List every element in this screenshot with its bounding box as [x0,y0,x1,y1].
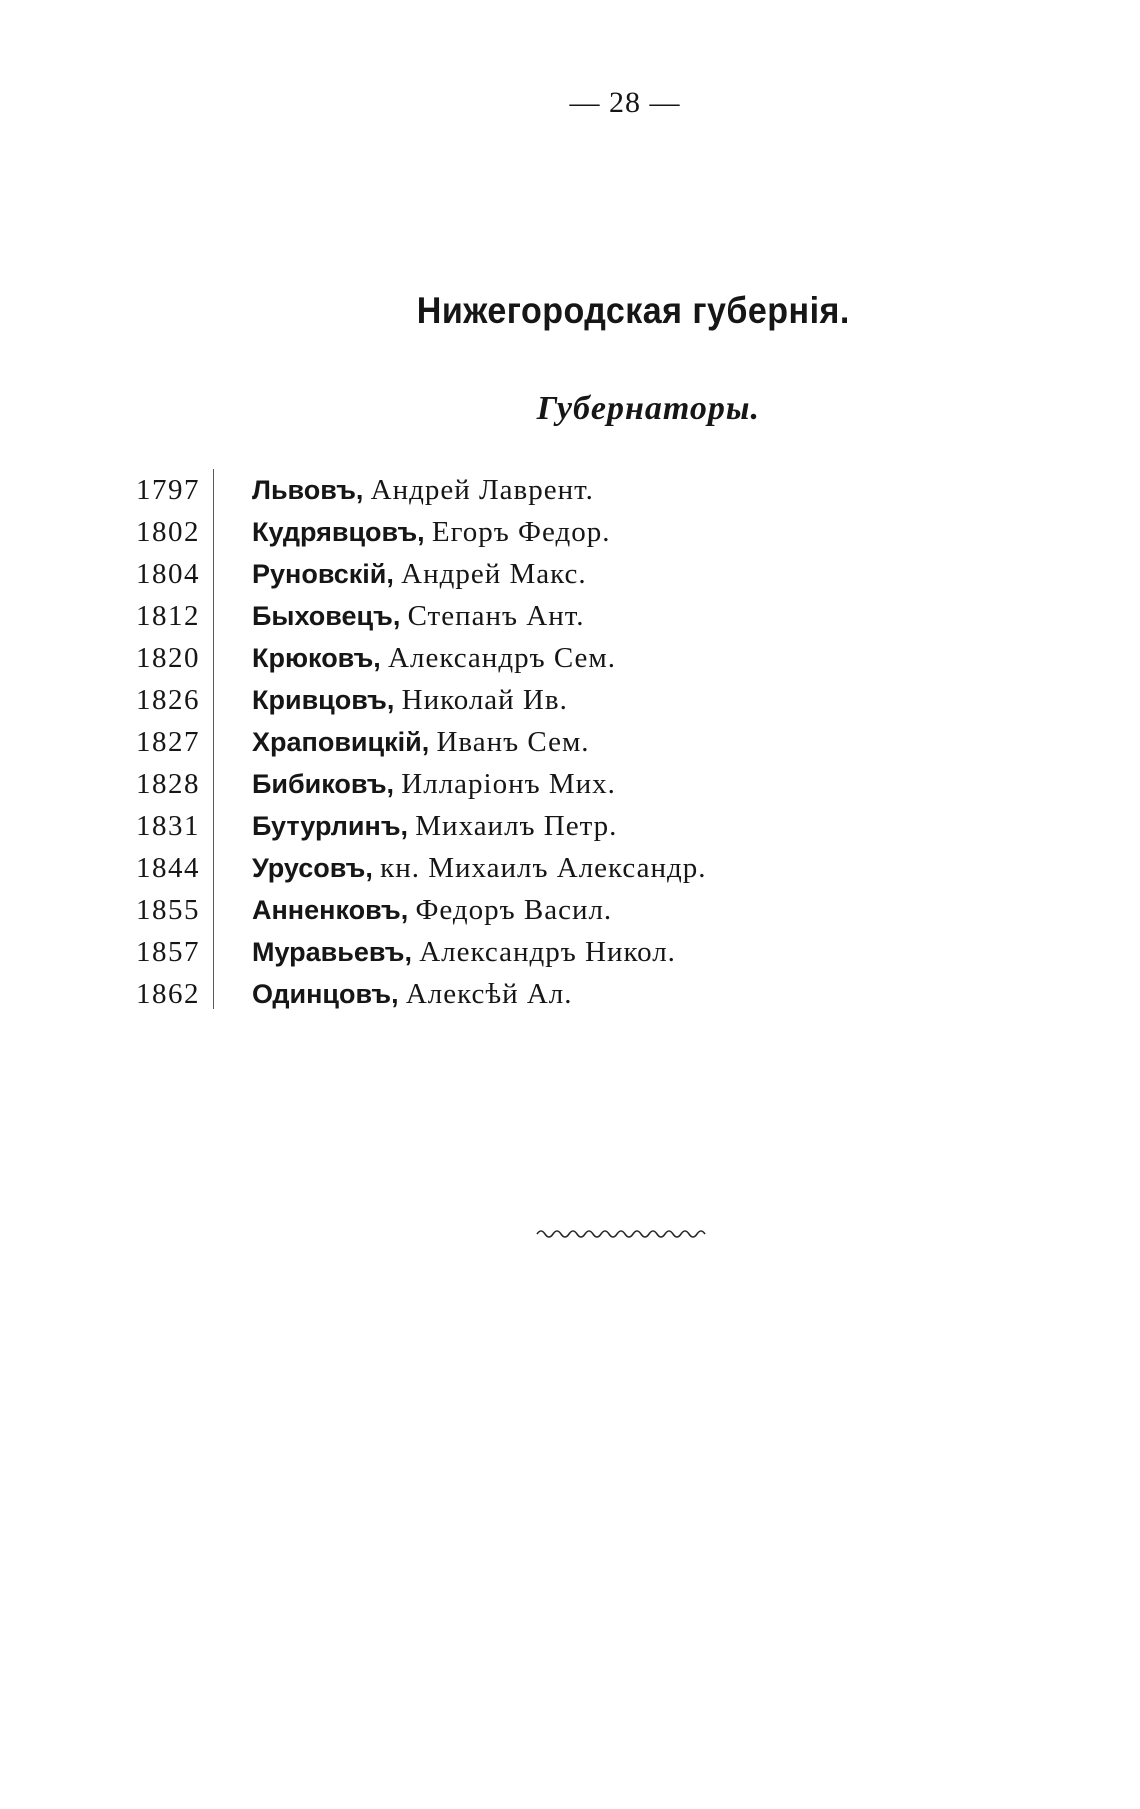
governor-given-name: Степанъ Ант. [407,600,585,632]
governor-year: 1862 [136,978,200,1010]
governor-given-name: Иванъ Сем. [436,726,590,758]
governor-year: 1826 [136,684,200,716]
governor-name [252,763,616,805]
governor-given-name: кн. Михаилъ Александр. [380,852,707,884]
governor-surname: Муравьевъ, [252,937,412,967]
governors-list [120,469,820,1015]
governor-row [120,595,820,637]
governor-surname: Кудрявцовъ, [252,517,425,547]
governor-year: 1797 [136,474,200,506]
governor-name [252,511,610,553]
governor-year: 1844 [136,852,200,884]
governor-given-name: Андрей Лаврент. [370,474,594,506]
governor-surname: Крюковъ, [252,643,381,673]
governor-surname: Храповицкій, [252,727,430,757]
governor-year: 1827 [136,726,200,758]
governor-name [252,679,568,721]
governor-surname: Одинцовъ, [252,979,399,1009]
governor-surname: Бутурлинъ, [252,811,409,841]
governor-row [120,973,820,1015]
governor-row [120,763,820,805]
governor-name [252,847,707,889]
governor-row [120,637,820,679]
governor-name [252,889,612,931]
governor-surname: Бибиковъ, [252,769,395,799]
governor-given-name: Егоръ Федор. [431,516,611,548]
governor-row [120,553,820,595]
governor-year: 1812 [136,600,200,632]
governor-given-name: Михаилъ Петр. [415,810,618,842]
governor-row [120,805,820,847]
governor-given-name: Алексѣй Ал. [405,978,573,1010]
governor-surname: Руновскій, [252,559,394,589]
section-subtitle: Губернаторы. [536,390,760,427]
governor-given-name: Андрей Макс. [401,558,587,590]
governor-surname: Быховецъ, [252,601,401,631]
governor-row [120,721,820,763]
governor-name [252,721,590,763]
governor-given-name: Александръ Сем. [388,642,616,674]
governor-year: 1820 [136,642,200,674]
governor-year: 1804 [136,558,200,590]
governor-year: 1855 [136,894,200,926]
section-title: Нижегородская губернія. [416,290,850,331]
governor-row [120,889,820,931]
governor-year: 1828 [136,768,200,800]
governor-year: 1857 [136,936,200,968]
governor-name [252,553,587,595]
governor-year: 1802 [136,516,200,548]
governor-given-name: Николай Ив. [401,684,568,716]
governor-given-name: Александръ Никол. [419,936,676,968]
governor-surname: Львовъ, [252,475,364,505]
governor-row [120,931,820,973]
governor-row [120,469,820,511]
governor-row [120,511,820,553]
governor-year: 1831 [136,810,200,842]
governor-name [252,931,676,973]
governor-surname: Урусовъ, [252,853,373,883]
governor-name [252,637,616,679]
page-number: — 28 — [569,86,681,119]
governor-row [120,847,820,889]
governor-name [252,469,594,511]
governor-given-name: Федоръ Васил. [415,894,613,926]
governor-surname: Анненковъ, [252,895,409,925]
governor-surname: Кривцовъ, [252,685,395,715]
governor-name [252,973,573,1015]
governor-row [120,679,820,721]
governor-name [252,595,584,637]
governor-given-name: Илларіонъ Мих. [401,768,616,800]
wavy-ornament [535,1227,707,1241]
governor-name [252,805,617,847]
